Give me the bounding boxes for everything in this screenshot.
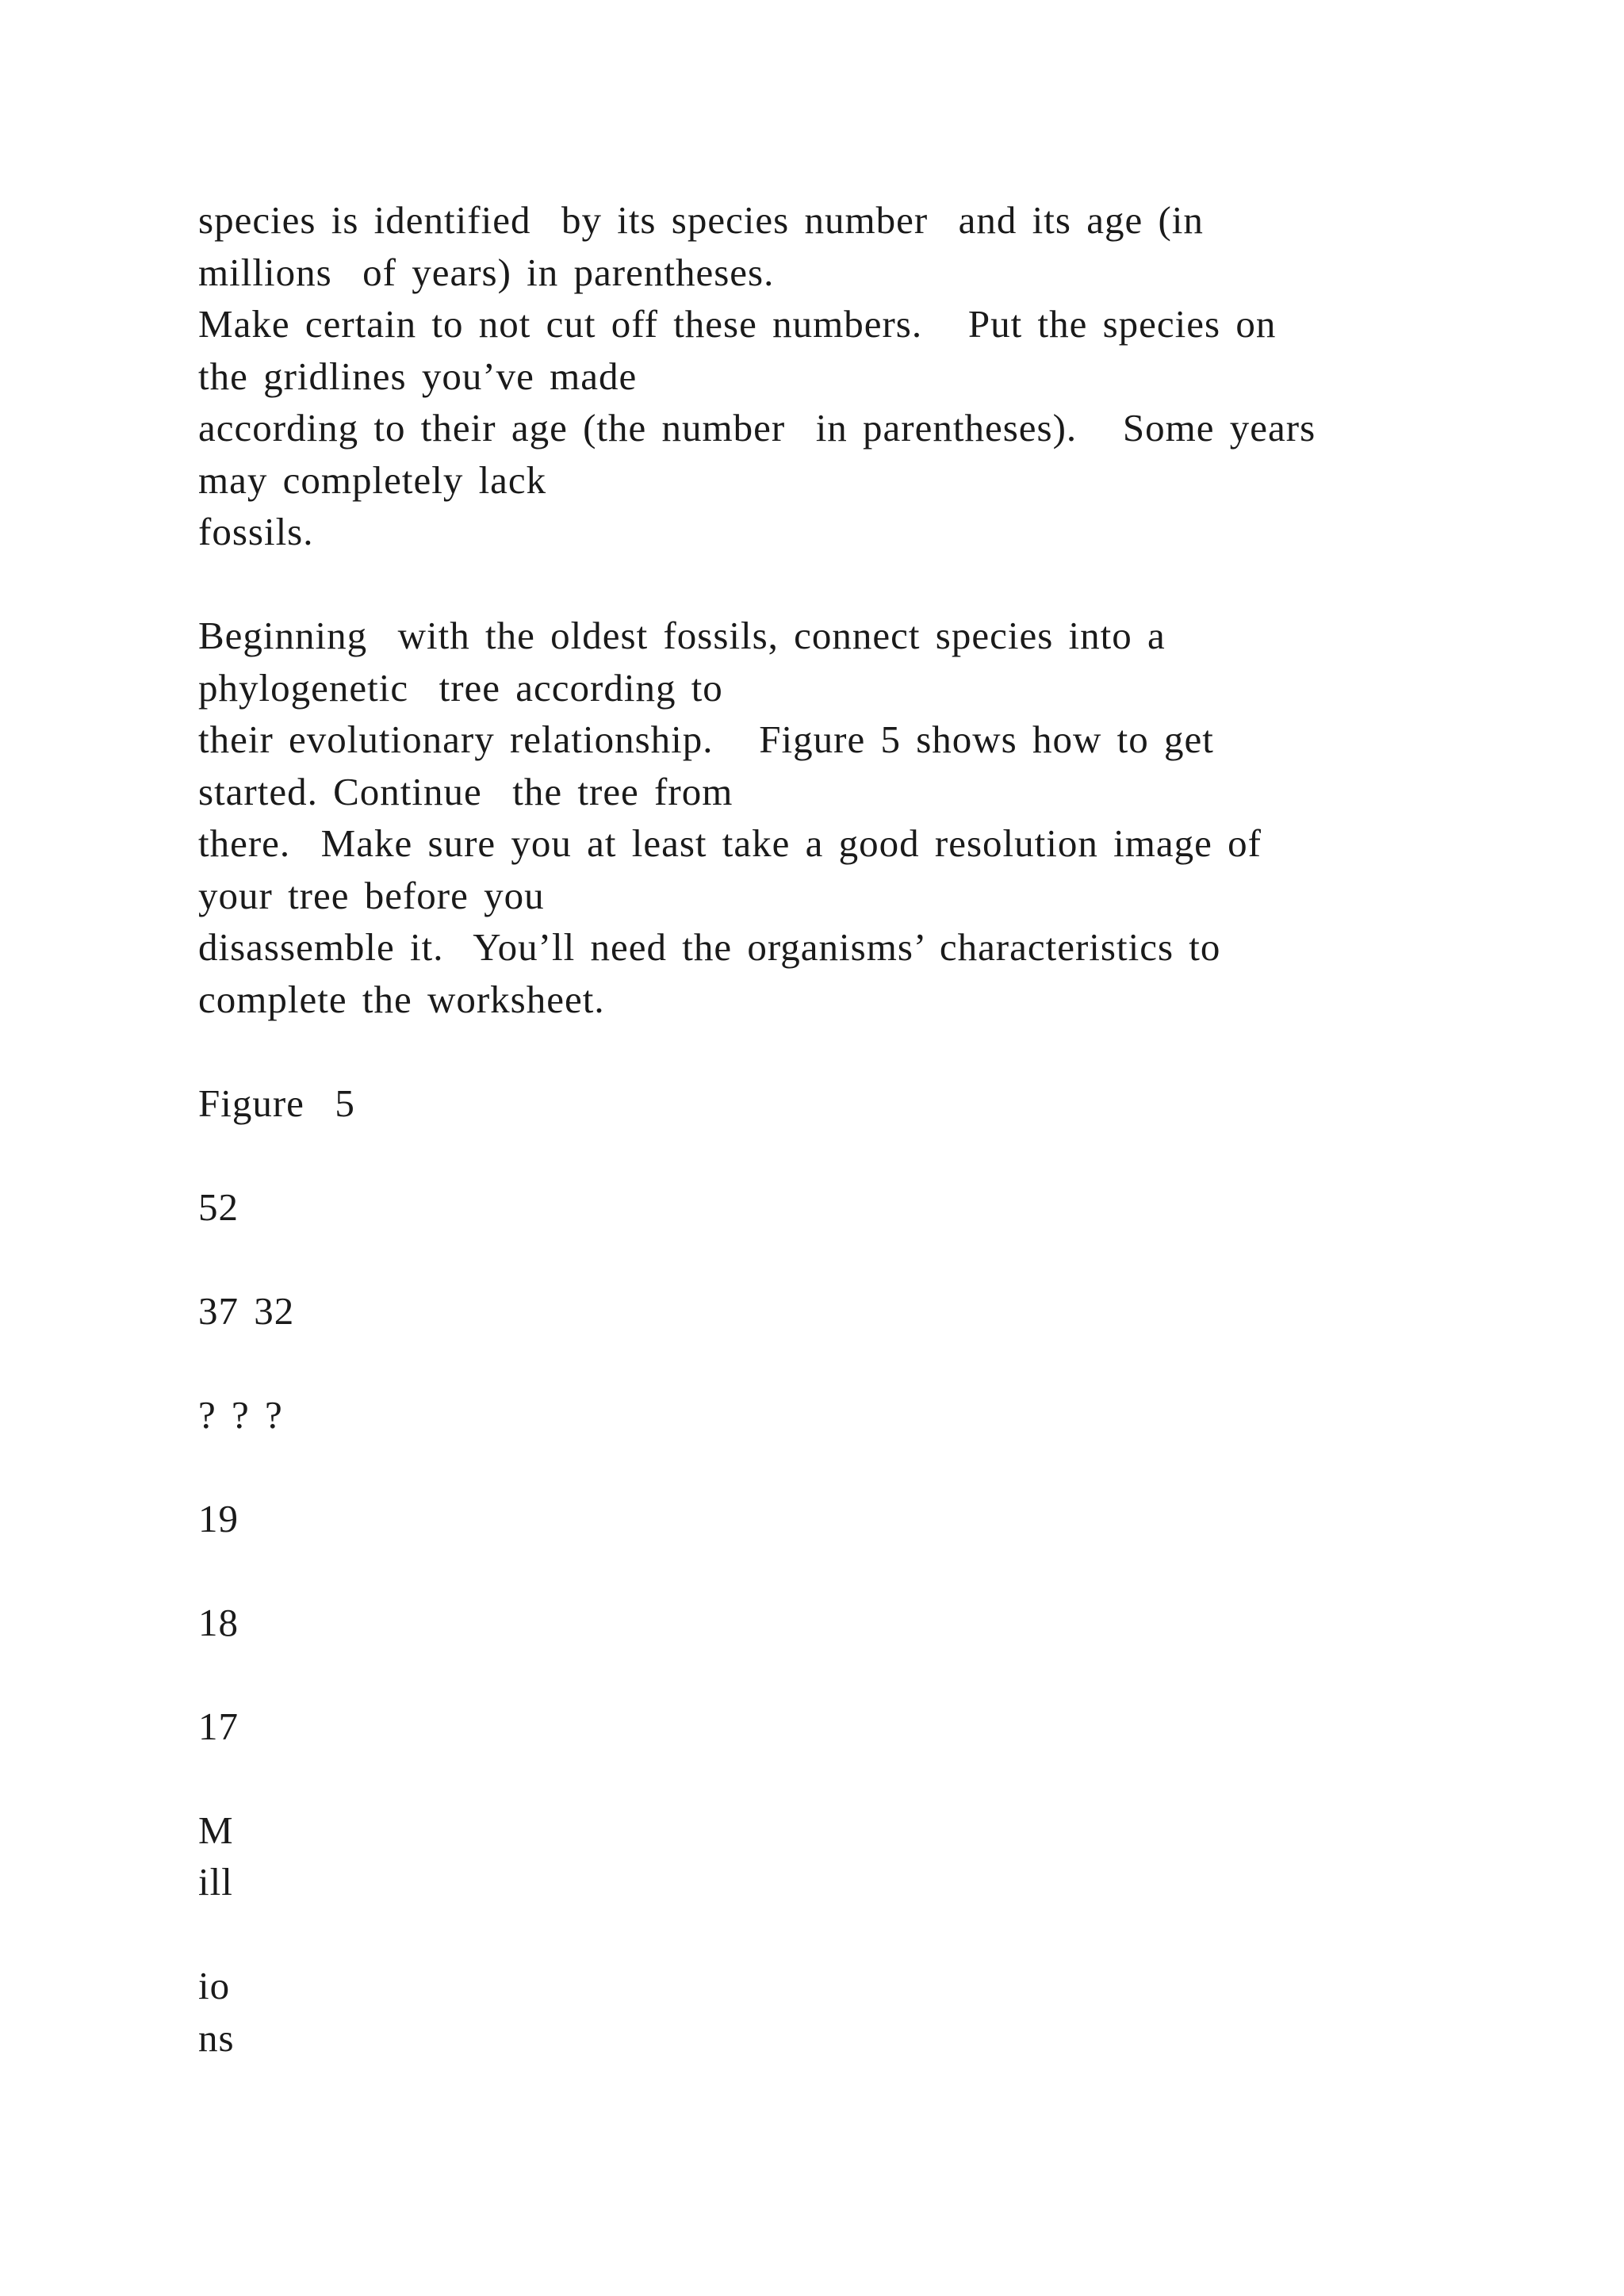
paragraph-gap <box>198 1441 1507 1493</box>
text-line: according to their age (the number in parentheses). Some years <box>198 406 1316 450</box>
text-line: phylogenetic tree according to <box>198 665 723 710</box>
figure-top-number: 52 <box>198 1184 239 1229</box>
text-line: complete the worksheet. <box>198 977 605 1021</box>
text-line: millions of years) in parentheses. <box>198 250 775 294</box>
text-line: there. Make sure you at least take a good resolution image of <box>198 821 1262 865</box>
axis-tick-label: 19 <box>198 1496 239 1540</box>
paragraph-gap <box>198 558 1507 610</box>
paragraph-gap <box>198 1752 1507 1804</box>
axis-label-fragment: M <box>198 1808 234 1852</box>
text-line: the gridlines you’ve made <box>198 354 638 398</box>
figure-caption: Figure 5 <box>198 1081 355 1125</box>
text-line: started. Continue the tree from <box>198 769 733 813</box>
text-line: Beginning with the oldest fossils, connect species into a <box>198 614 1166 657</box>
axis-label-fragment: ns <box>198 2015 235 2060</box>
paragraph-gap <box>198 1648 1507 1701</box>
text-line: Make certain to not cut off these numbers. Put the species on <box>198 302 1277 346</box>
text-line: species is identified by its species number and its age (in <box>198 198 1204 242</box>
axis-label-fragment: ill <box>198 1860 233 1904</box>
text-line: fossils. <box>198 510 314 553</box>
axis-tick-label: 17 <box>198 1704 239 1748</box>
document-body <box>198 194 1507 2064</box>
paragraph-gap <box>198 1337 1507 1389</box>
text-line: may completely lack <box>198 457 547 502</box>
text-line: disassemble it. You’ll need the organisms’ characteristics to <box>198 925 1221 969</box>
paragraph-gap <box>198 1908 1507 1961</box>
axis-tick-label: 18 <box>198 1600 239 1644</box>
paragraph-gap <box>198 1129 1507 1181</box>
figure-pair-numbers: 37 32 <box>198 1288 295 1333</box>
text-line: your tree before you <box>198 873 545 917</box>
paragraph-gap <box>198 1233 1507 1285</box>
figure-unknowns: ? ? ? <box>198 1392 283 1437</box>
text-line: their evolutionary relationship. Figure 5 shows how to get <box>198 718 1214 761</box>
paragraph-gap <box>198 1544 1507 1597</box>
axis-label-fragment: io <box>198 1964 231 2007</box>
paragraph-gap <box>198 1025 1507 1077</box>
